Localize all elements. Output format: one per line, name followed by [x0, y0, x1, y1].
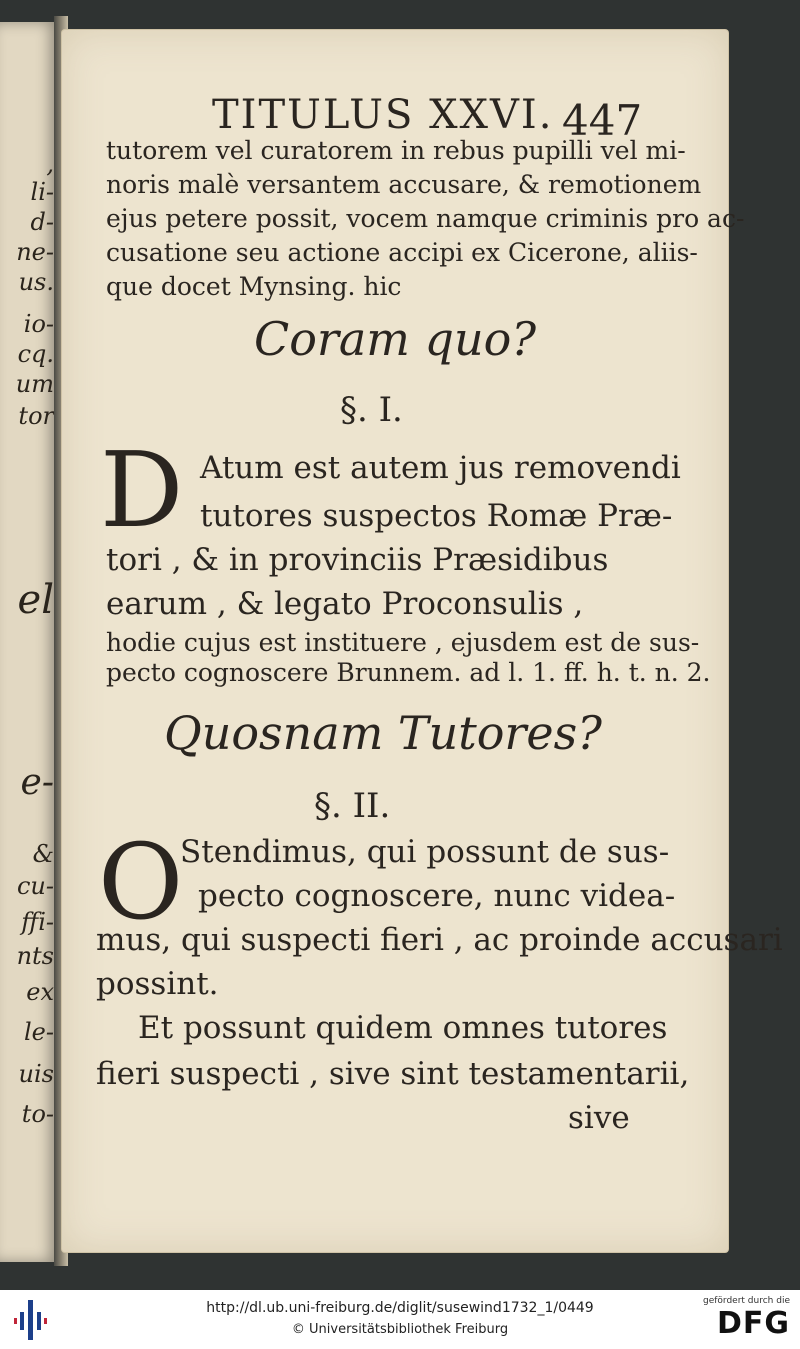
intro-line: tutorem vel curatorem in rebus pupilli vel mi- [106, 136, 686, 165]
section-line: mus, qui suspecti fieri , ac proinde accusari [96, 922, 783, 958]
intro-line: ejus petere possit, vocem namque criminis pro ac- [106, 204, 745, 233]
left-fragment: d- [30, 208, 54, 236]
left-fragment: e- [20, 762, 54, 803]
viewer-footer [0, 1290, 800, 1349]
section-line: tori , & in provinciis Præsidibus [106, 542, 609, 578]
section-number: §. II. [314, 786, 391, 826]
left-fragment: to- [21, 1100, 54, 1128]
left-fragment: uis [18, 1060, 54, 1088]
copyright-notice: © Universitätsbibliothek Freiburg [291, 1322, 509, 1337]
left-fragment: us. [18, 268, 54, 296]
section-heading: Coram quo? [254, 312, 536, 366]
intro-line: noris malè versantem accusare, & remotionem [106, 170, 702, 199]
section-line: Atum est autem jus removendi [200, 450, 681, 486]
left-fragment: el [17, 577, 54, 623]
page-number: 447 [562, 96, 643, 145]
running-head: TITULUS XXVI. [212, 92, 554, 138]
section-line: fieri suspecti , sive sint testamentarii, [96, 1056, 690, 1092]
section-heading: Quosnam Tutores? [164, 706, 602, 760]
intro-line: que docet Mynsing. hic [106, 272, 402, 301]
left-fragment: le- [24, 1018, 54, 1046]
left-fragment: io- [23, 310, 54, 338]
left-fragment: ne- [16, 238, 54, 266]
left-fragment: cq. [17, 340, 54, 368]
permalink-url[interactable]: http://dl.ub.uni-freiburg.de/diglit/susewind1732_1/0449 [206, 1300, 594, 1316]
dfg-logo: DFG [716, 1306, 790, 1341]
drop-cap: O [98, 821, 184, 943]
left-fragment: um [15, 370, 54, 398]
left-fragment: cu- [16, 872, 54, 900]
funder-label: gefördert durch die [703, 1296, 790, 1306]
drop-cap: D [100, 429, 184, 551]
left-fragment: & [32, 840, 54, 868]
section-number: §. I. [340, 390, 403, 430]
right-page [62, 30, 783, 1252]
section-line: possint. [96, 966, 219, 1002]
left-fragment: li- [30, 178, 54, 206]
section-line: Stendimus, qui possunt de sus- [180, 834, 670, 870]
left-fragment: ex [26, 978, 54, 1006]
section-line: tutores suspectos Romæ Præ- [200, 498, 673, 534]
left-fragment: tor [18, 402, 54, 430]
section-line: Et possunt quidem omnes tutores [138, 1010, 668, 1046]
section-line: pecto cognoscere Brunnem. ad l. 1. ff. h. t. n. 2. [106, 658, 711, 687]
catchword: sive [568, 1100, 630, 1136]
left-fragment: ffi- [21, 908, 54, 936]
section-line: pecto cognoscere, nunc videa- [198, 878, 676, 914]
section-line: earum , & legato Proconsulis , [106, 586, 584, 622]
left-fragment: nts [16, 942, 54, 970]
section-line: hodie cujus est instituere , ejusdem est de sus- [106, 628, 700, 657]
left-fragment: , [46, 150, 54, 178]
left-page-edge [0, 22, 58, 1262]
intro-line: cusatione seu actione accipi ex Cicerone, aliis- [106, 238, 698, 267]
